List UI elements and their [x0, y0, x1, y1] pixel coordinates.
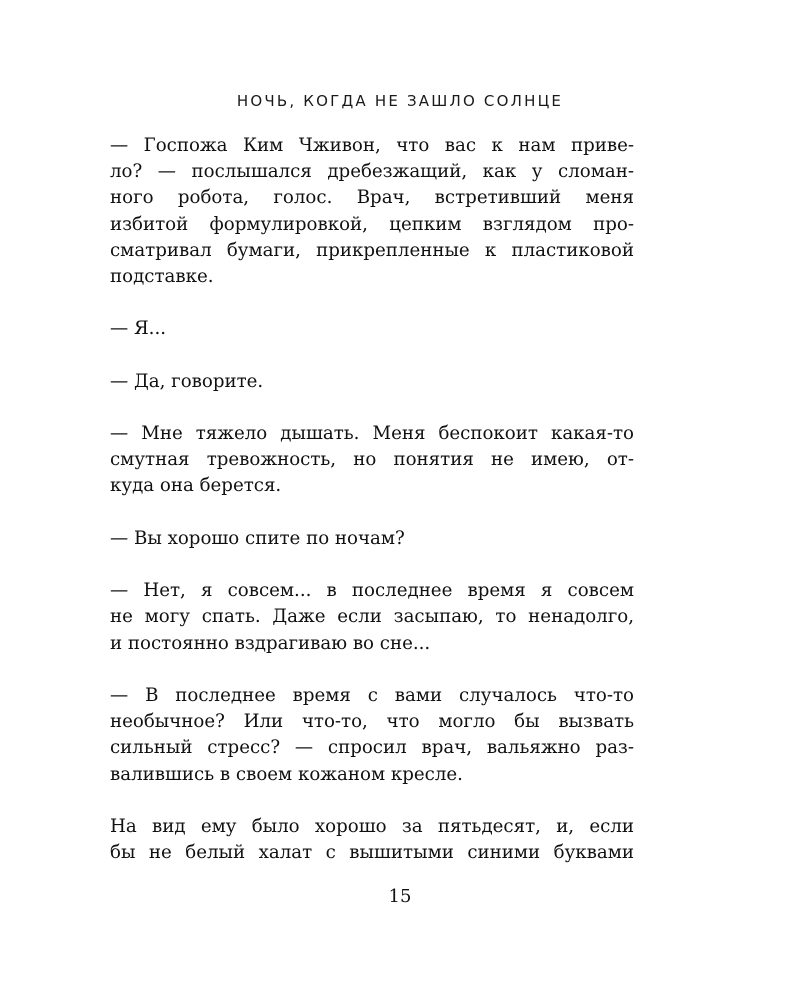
text-line: куда она берется. [110, 475, 282, 497]
paragraph [110, 421, 634, 500]
text-line: не могу спать. Даже если засыпаю, то ненадолго, [110, 606, 634, 628]
body-text [110, 133, 634, 892]
text-line: смутная тревожность, но понятия не имею, от- [110, 449, 634, 471]
paragraph [110, 369, 634, 395]
text-line: необычное? Или что-то, что могло бы вызвать [110, 711, 634, 733]
text-line: — Мне тяжело дышать. Меня беспокоит какая-то [110, 423, 634, 445]
text-line: бы не белый халат с вышитыми синими буквами [110, 842, 634, 864]
paragraph [110, 683, 634, 788]
text-line: — Да, говорите. [110, 370, 264, 392]
text-line: ло? — послышался дребезжащий, как у сломан- [110, 161, 634, 183]
text-line: На вид ему было хорошо за пятьдесят, и, если [110, 815, 634, 837]
text-line: валившись в своем кожаном кресле. [110, 763, 463, 785]
text-line: сматривал бумаги, прикрепленные к пластиковой [110, 239, 634, 261]
text-line: и постоянно вздрагиваю во сне... [110, 632, 431, 654]
text-line: избитой формулировкой, цепким взглядом про- [110, 213, 634, 235]
text-line: — Госпожа Ким Чживон, что вас к нам приве- [110, 135, 634, 156]
paragraph [110, 316, 634, 342]
running-head: НОЧЬ, КОГДА НЕ ЗАШЛО СОЛНЦЕ [236, 92, 564, 110]
text-line: — Я... [110, 318, 167, 340]
text-line: сильный стресс? — спросил врач, вальяжно раз- [110, 737, 634, 759]
text-line: ного робота, голос. Врач, встретивший меня [110, 187, 634, 209]
paragraph [110, 814, 634, 866]
paragraph [110, 133, 634, 290]
text-line: — Нет, я совсем... в последнее время я совсем [110, 580, 634, 602]
paragraph [110, 526, 634, 552]
text-line: — В последнее время с вами случалось что-то [110, 684, 634, 706]
page-number: 15 [388, 886, 412, 907]
text-line: подставке. [110, 265, 214, 287]
paragraph [110, 578, 634, 657]
text-line: — Вы хорошо спите по ночам? [110, 527, 405, 549]
